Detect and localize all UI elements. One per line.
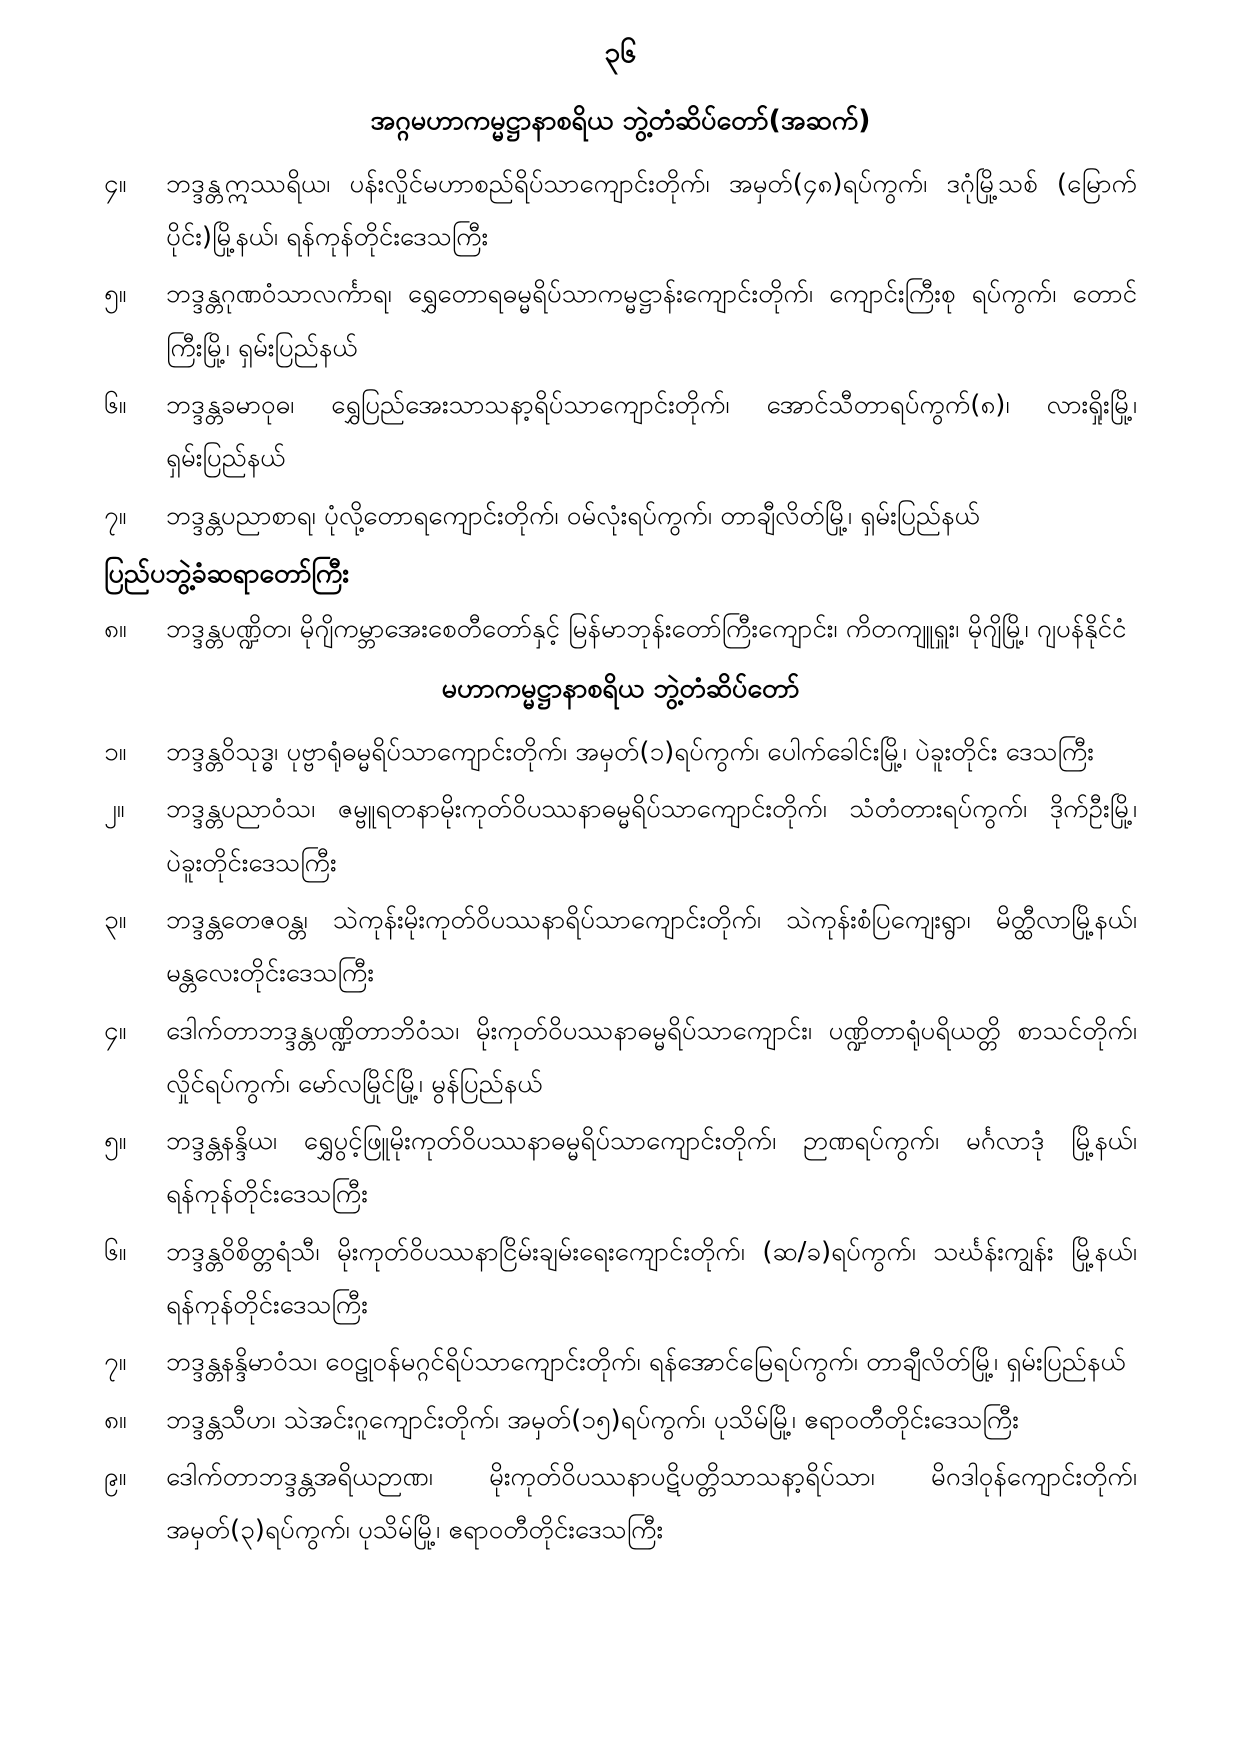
item-number: ၇။ [104,1347,127,1378]
item-number: ၄။ [104,1015,127,1046]
item-text: ဘဒ္ဒန္တဝိသုဒ္ဓ၊ ပုဗ္ဗာရုံဓမ္မရိပ်သာကျောင်းတိုက်၊ အမှတ်(၁)ရပ်ကွက်၊ ပေါက်ခေါင်းမြို့၊ ပဲခူးတိုင်း ဒေသကြီး [166,737,1094,768]
item-number: ၈။ [104,613,127,644]
list-item [104,379,1137,486]
item-number: ၇။ [104,500,127,531]
item-number: ၄။ [104,168,127,199]
item-number: ၃။ [104,904,127,935]
section-heading-agga-maha-kammatthana: အဂ္ဂမဟာကမ္မဋ္ဌာနာစရိယ ဘွဲ့တံဆိပ်တော်(အဆက်) [370,105,871,136]
list-item [104,603,1137,656]
list-item [104,894,1137,1001]
item-text: ဘဒ္ဒန္တဣဿရိယ၊ ပန်းလှိုင်မဟာစည်ရိပ်သာကျောင်းတိုက်၊ အမှတ်(၄၈)ရပ်ကွက်၊ ဒဂုံမြို့သစ် (မြောက်ပိုင်း)မြို့နယ်၊ ရန်ကုန်တိုင်းဒေသကြီး [166,168,1137,253]
page-number: ၃၆ [604,36,637,69]
item-number: ၂။ [104,794,125,825]
item-text: ဘဒ္ဒန္တနန္ဒိမာဝံသ၊ ဝေဠုဝန်မဂ္ဂင်ရိပ်သာကျောင်းတိုက်၊ ရန်အောင်မြေရပ်ကွက်၊ တာချီလိတ်မြို့၊ ရှမ်းပြည်နယ် [166,1347,1126,1378]
list-item [104,1115,1137,1222]
list-item [104,783,1137,890]
list-item [104,158,1137,265]
item-text: ဘဒ္ဒန္တဂုဏဝံသာလင်္ကာရ၊ ရွှေတောရဓမ္မရိပ်သာကမ္မဋ္ဌာန်းကျောင်းတိုက်၊ ကျောင်းကြီးစု ရပ်ကွက်၊ တောင်ကြီးမြို့၊ ရှမ်းပြည်နယ် [166,279,1137,363]
list-agga-maha-kammatthana [104,158,1137,543]
list-item [104,1394,1137,1447]
item-text: ဘဒ္ဒန္တပညာဝံသ၊ ဇမ္ဗူရတနာမိုးကုတ်ဝိပဿနာဓမ္မရိပ်သာကျောင်းတိုက်၊ သံတံတားရပ်ကွက်၊ ဒိုက်ဦးမြို့၊ ပဲခူးတိုင်းဒေသကြီး [166,794,1137,878]
item-text: ဘဒ္ဒန္တပဏ္ဍိတ၊ မိုဂျိကမ္ဘာအေးစေတီတော်နှင့် မြန်မာဘုန်းတော်ကြီးကျောင်း၊ ကိတကျူရှူး၊ မိုဂျိမြို့၊ ဂျပန်နိုင်ငံ [166,613,1127,644]
list-item [104,1336,1137,1389]
list-item [104,726,1137,779]
item-number: ၆။ [104,1236,127,1267]
list-foreign-titled-sayadaw [104,603,1137,656]
list-item [104,1226,1137,1333]
item-text: ဘဒ္ဒန္တတေဇဝန္တ၊ သဲကုန်းမိုးကုတ်ဝိပဿနာရိပ်သာကျောင်းတိုက်၊ သဲကုန်းစံပြကျေးရွာ၊ မိတ္ထီလာမြို့နယ်၊ မန္တလေးတိုင်းဒေသကြီး [166,904,1137,989]
section-heading-foreign-titled-sayadaw: ပြည်ပဘွဲ့ခံဆရာတော်ကြီး [104,557,350,589]
item-text: ဒေါက်တာဘဒ္ဒန္တပဏ္ဍိတာဘိဝံသ၊ မိုးကုတ်ဝိပဿနာဓမ္မရိပ်သာကျောင်း၊ ပဏ္ဍိတာရုံပရိယတ္တိ စာသင်တိုက်၊ လှိုင်ရပ်ကွက်၊ မော်လမြိုင်မြို့၊ မွန်ပြည်နယ် [166,1015,1137,1099]
list-item [104,1451,1137,1558]
item-number: ၅။ [104,279,127,310]
list-item [104,1005,1137,1112]
item-number: ၉။ [104,1461,127,1492]
item-number: ၆။ [104,390,127,421]
item-number: ၁။ [104,737,127,768]
item-text: ဒေါက်တာဘဒ္ဒန္တအရိယဉာဏ၊ မိုးကုတ်ဝိပဿနာပဋိပတ္တိသာသနာ့ရိပ်သာ၊ မိဂဒါဝုန်ကျောင်းတိုက်၊ အမှတ်(၃)ရပ်ကွက်၊ ပုသိမ်မြို့၊ ဧရာဝတီတိုင်းဒေသကြီး [166,1461,1137,1546]
item-number: ၅။ [104,1126,127,1157]
item-text: ဘဒ္ဒန္တဝိစိတ္တရံသီ၊ မိုးကုတ်ဝိပဿနာငြိမ်းချမ်းရေးကျောင်းတိုက်၊ (ဆ/ခ)ရပ်ကွက်၊ သင်္ဃန်းကျွန်း မြို့နယ်၊ ရန်ကုန်တိုင်းဒေသကြီး [166,1236,1137,1321]
list-item [104,268,1137,375]
item-text: ဘဒ္ဒန္တနန္ဒိယ၊ ရွှေပွင့်ဖြူမိုးကုတ်ဝိပဿနာဓမ္မရိပ်သာကျောင်းတိုက်၊ ဉာဏရပ်ကွက်၊ မင်္ဂလာဒုံ မြို့နယ်၊ ရန်ကုန်တိုင်းဒေသကြီး [166,1126,1137,1210]
list-maha-kammatthana [104,726,1137,1557]
item-number: ၈။ [104,1404,127,1435]
item-text: ဘဒ္ဒန္တသီဟ၊ သဲအင်းဂူကျောင်းတိုက်၊ အမှတ်(၁၅)ရပ်ကွက်၊ ပုသိမ်မြို့၊ ဧရာဝတီတိုင်းဒေသကြီး [166,1404,1019,1435]
item-text: ဘဒ္ဒန္တပညာစာရ၊ ပုံလို့တောရကျောင်းတိုက်၊ ဝမ်လုံးရပ်ကွက်၊ တာချီလိတ်မြို့၊ ရှမ်းပြည်နယ် [166,500,980,531]
section-heading-maha-kammatthana: မဟာကမ္မဋ္ဌာနာစရိယ ဘွဲ့တံဆိပ်တော် [441,673,800,705]
item-text: ဘဒ္ဒန္တခမာဝုဓ၊ ရွှေပြည်အေးသာသနာ့ရိပ်သာကျောင်းတိုက်၊ အောင်သီတာရပ်ကွက်(၈)၊ လားရှိုးမြို့၊ ရှမ်းပြည်နယ် [166,390,1137,474]
list-item [104,490,1137,543]
